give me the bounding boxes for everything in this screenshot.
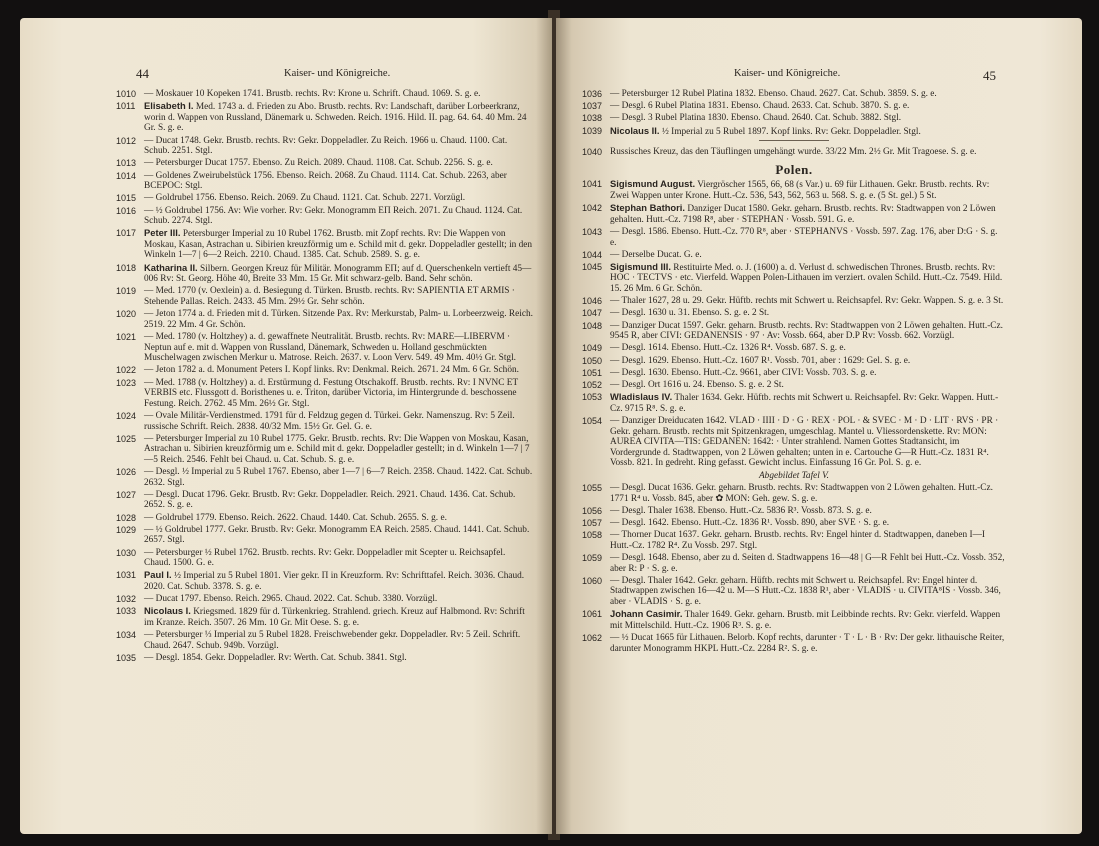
catalog-entry: [582, 416, 1006, 469]
entry-text: ½ Imperial zu 5 Rubel 1897. Kopf links. Rv: Gekr. Doppeladler. Stgl.: [661, 126, 921, 137]
ruler-name: Sigismund III.: [610, 260, 671, 272]
entry-text: — Thaler 1627, 28 u. 29. Gekr. Hüftb. rechts mit Schwert u. Reichsapfel. Rv: Gekr. Wappen. S. g. e. 3 St.: [610, 296, 1004, 307]
entry-number: 1024: [116, 410, 137, 421]
entry-text: Viergröscher 1565, 66, 68 (s Var.) u. 69 für Lithauen. Gekr. Brustb. rechts. Rv: Zwei Wappen unter Krone. Hutt.-Cz. 536, 543, 562, 563 u. 568. S. g. e. (5 St. gel.) 5 St.: [610, 180, 990, 201]
entry-text: — ½ Goldrubel 1777. Gekr. Brustb. Rv: Gekr. Monogramm ЕА Reich. 2585. Chaud. 1441. Cat. Schub. 2657. Stgl.: [144, 524, 530, 546]
entry-number: 1021: [116, 332, 137, 342]
entry-text: — Desgl. 1642. Ebenso. Hutt.-Cz. 1836 R¹. Vossb. 890, aber SVE · S. g. e.: [610, 518, 890, 529]
catalog-entry: [116, 228, 534, 261]
catalog-entry: [582, 356, 1006, 367]
entry-number: 1015: [116, 193, 137, 204]
catalog-entry: [582, 321, 1006, 342]
catalog-entry: [116, 653, 534, 664]
catalog-entry: [116, 594, 534, 605]
entry-number: 1040: [582, 147, 603, 158]
entry-number: 1055: [582, 483, 603, 494]
entry-number: 1047: [582, 308, 603, 319]
entry-number: 1020: [116, 309, 137, 320]
polen-entries: [582, 179, 1006, 654]
entry-text: ½ Imperial zu 5 Rubel 1801. Vier gekr. П in Kreuzform. Rv: Schrifttafel. Reich. 3036. Chaud. 2020. Cat. Schub. 3378. S. g. e.: [144, 571, 525, 592]
catalog-entry: [116, 513, 534, 524]
entry-text: Thaler 1649. Gekr. geharn. Brustb. mit Leibbinde rechts. Rv: Gekr. vierfeld. Wappen mit Mittelschild. Hutt.-Cz. 1906 R³. S. g. e.: [610, 610, 1001, 631]
entry-number: 1039: [582, 125, 603, 136]
entry-number: 1060: [582, 575, 603, 586]
entry-text: — Derselbe Ducat. G. e.: [610, 249, 702, 260]
entry-text: — Desgl. 1630. Ebenso. Hutt.-Cz. 9661, aber CIVI: Vossb. 703. S. g. e.: [610, 367, 877, 378]
entry-number: 1056: [582, 505, 603, 516]
catalog-entry: [116, 606, 534, 628]
page-number: 44: [136, 66, 149, 81]
catalog-entry: [582, 483, 1006, 504]
right-page: [556, 18, 1082, 834]
catalog-entry: [116, 158, 534, 169]
entry-number: 1058: [582, 530, 603, 541]
catalog-entry: [116, 101, 534, 134]
catalog-entry: [116, 263, 534, 285]
entry-text: — Petersburger Ducat 1757. Ebenso. Zu Reich. 2089. Chaud. 1108. Cat. Schub. 2256. S. g. e.: [144, 158, 493, 169]
entry-text: — Danziger Dreiducaten 1642. VLAD · IIII · D · G · REX · POL · & SVEC · M · D · LIT · RVS · PR · Gekr. geharn. Brustb. rechts mit Spitzenkragen, umgeschlag. Mantel u. Vliessordenskette. Rv: MON: AUREA CIVITA—TIS: GEDANEN: 1642: · Unter strahlend. Namen Gottes Stadtansicht, im Vordergrunde d. Stadtwappen, von 2 Löwen gehalten; unten in e. Cartouche G—R Hutt.-Cz. 1831 R⁴. Vossb. 821. In gedreht. Ring gefasst. Gewicht inclus. Einfassung 16 Gr. Pol. S. g. e.: [610, 415, 999, 469]
catalog-entry: [582, 343, 1006, 354]
ruler-name: Nicolaus II.: [610, 124, 660, 136]
entry-text: — Med. 1770 (v. Oexlein) a. d. Besiegung d. Türken. Brustb. rechts. Rv: SAPIENTIA ET ARMIS · Stehende Pallas. Reich. 2433. 45 Mm. 29½ Gr. Sehr schön.: [144, 286, 515, 308]
ruler-name: Katharina II.: [144, 261, 198, 273]
entry-text: Petersburger Imperial zu 10 Rubel 1762. Brustb. mit Zopf rechts. Rv: Die Wappen von Moskau, Kasan, Astrachan u. Sibirien kreuzförmig um e. Schild mit d. gekr. Doppeladler gestellt; in den Winkeln 1—7 | 6—2 Reich. 2210. Chaud. 1385. Cat. Schub. 2589. S. g. e.: [144, 229, 533, 261]
entry-number: 1038: [582, 113, 603, 124]
entry-text: — Danziger Ducat 1597. Gekr. geharn. Brustb. rechts. Rv: Stadtwappen von 2 Löwen gehalten. Hutt.-Cz. 9545 R, aber CIVI: GEDANENSIS · 97 · Av: Vossb. 664, aber D.P Rv: Vossb. 662. Vorzügl.: [610, 320, 1003, 342]
entry-number: 1019: [116, 286, 137, 297]
entry-text: — Desgl. 1629. Ebenso. Hutt.-Cz. 1607 R¹. Vossb. 701, aber : 1629: Gel. S. g. e.: [610, 355, 911, 366]
entry-text: Danziger Ducat 1580. Gekr. geharn. Brustb. rechts. Rv: Stadtwappen von 2 Löwen gehalten. Hutt.-Cz. 7198 R⁸, aber · STEPHAN · Vossb. 591. G. e.: [610, 204, 996, 225]
entry-number: 1022: [116, 365, 137, 376]
entry-number: 1035: [116, 652, 137, 663]
entry-number: 1049: [582, 343, 603, 354]
entry-number: 1033: [116, 606, 137, 617]
entry-number: 1048: [582, 320, 603, 331]
catalog-entry: [582, 101, 1006, 112]
entry-text: — Desgl. Thaler 1642. Gekr. geharn. Hüftb. rechts mit Schwert u. Reichsapfel. Rv: Engel hinter d. Stadtwappen zwischen 16—42 u. M—S Hutt.-Cz. 1838 R¹, aber · VLADIS · u. CIVITA⁸IS · Vossb. 346, aber · VLADIS · S. g. e.: [610, 575, 1001, 607]
entry-text: — Desgl. 6 Rubel Platina 1831. Ebenso. Chaud. 2633. Cat. Schub. 3870. S. g. e.: [610, 101, 910, 112]
entry-text: — Ovale Militär-Verdienstmed. 1791 für d. Feldzug gegen d. Türkei. Gekr. Namenszug. Rv: 5 Zeil. russische Schrift. Reich. 2838. 40/32 Mm. 15½ Gr. Gel. G. e.: [144, 410, 515, 432]
ruler-name: Nicolaus I.: [144, 605, 191, 617]
entry-text: — Desgl. 1648. Ebenso, aber zu d. Seiten d. Stadtwappens 16—48 | G—R Fehlt bei Hutt.-Cz. Vossb. 352, aber R: P · S. g. e.: [610, 553, 1005, 574]
entry-number: 1062: [582, 632, 603, 643]
entry-number: 1036: [582, 89, 603, 99]
ruler-name: Peter III.: [144, 227, 181, 239]
entry-number: 1046: [582, 296, 603, 307]
entry-text: — Desgl. 3 Rubel Platina 1830. Ebenso. Chaud. 2640. Cat. Schub. 3882. Stgl.: [610, 113, 902, 124]
catalog-entry: [582, 147, 1006, 158]
right-entries: [582, 89, 1006, 656]
left-entries: [116, 89, 534, 665]
entry-number: 1053: [582, 392, 603, 403]
catalog-entry: [582, 250, 1006, 261]
catalog-entry: [116, 378, 534, 410]
running-head: Kaiser- und Königreiche.: [284, 68, 391, 79]
entry-text: Restituirte Med. o. J. (1600) a. d. Verlust d. schwedischen Thrones. Brustb. rechts. Rv: HOC · TECTVS · etc. Vierfeld. Wappen Polen-Lithauen im verziert. ovalen Schild. Hutt.-Cz. 7549. Hild. 15. 26 Mm. 6 Gr. Schön.: [610, 262, 1003, 295]
catalog-entry: [582, 576, 1006, 608]
entry-number: 1050: [582, 355, 603, 366]
catalog-entry: [582, 380, 1006, 391]
catalog-entry: [116, 434, 534, 466]
catalog-entry: [582, 89, 1006, 100]
catalog-entry: [582, 179, 1006, 201]
entry-number: 1016: [116, 205, 137, 216]
entry-text: Silbern. Georgen Kreuz für Militär. Monogramm ЕП; auf d. Querschenkeln vertieft 45—006 Rv: St. Georg. Höhe 40, Breite 33 Mm. 15 Gr. Mit schwarz-gelb. Band. Sehr schön.: [144, 263, 532, 285]
entry-number: 1061: [582, 609, 603, 620]
entry-text: — ½ Goldrubel 1756. Av: Wie vorher. Rv: Gekr. Monogramm ЕП Reich. 2071. Zu Chaud. 1124. Cat. Schub. 2274. Stgl.: [144, 205, 523, 227]
left-page: [20, 18, 552, 834]
entry-number: 1034: [116, 630, 137, 641]
entry-text: — Desgl. 1854. Gekr. Doppeladler. Rv: Werth. Cat. Schub. 3841. Stgl.: [144, 652, 407, 663]
entry-text: — Jeton 1782 a. d. Monument Peters I. Kopf links. Rv: Denkmal. Reich. 2671. 24 Mm. 6 Gr. Schön.: [144, 365, 519, 376]
catalog-entry: [582, 308, 1006, 319]
catalog-entry: [116, 570, 534, 592]
entry-text: — Desgl. Ort 1616 u. 24. Ebenso. S. g. e. 2 St.: [610, 379, 784, 390]
entry-number: 1057: [582, 518, 603, 529]
ruler-name: Paul I.: [144, 569, 172, 581]
entry-number: 1043: [582, 226, 603, 237]
separator-rule: [759, 140, 829, 141]
entry-number: 1011: [116, 101, 136, 112]
page-number: 45: [983, 68, 996, 83]
catalog-entry: [116, 286, 534, 307]
entry-number: 1041: [582, 179, 603, 190]
entry-text: Med. 1743 a. d. Frieden zu Abo. Brustb. rechts. Rv: Landschaft, darüber Lorbeerkranz, worin d. Wappen von Russland, Dänemark u. Schweden. Reich. 1916. Hild. II. pag. 64. 64. 40 Mm. 24 Gr. S. g. e.: [144, 102, 527, 134]
entry-text: — Goldrubel 1779. Ebenso. Reich. 2622. Chaud. 1440. Cat. Schub. 2655. S. g. e.: [144, 512, 447, 523]
catalog-entry: [582, 609, 1006, 631]
entry-text: — Goldenes Zweirubelstück 1756. Ebenso. Reich. 2068. Zu Chaud. 1114. Cat. Schub. 2263, aber BCEPOC: Stgl.: [144, 170, 507, 192]
catalog-entry: [116, 548, 534, 569]
catalog-entry: [582, 203, 1006, 225]
entry-number: 1025: [116, 433, 137, 444]
catalog-entry: [116, 332, 534, 364]
entry-text: — Petersburger ⅓ Imperial zu 5 Rubel 1828. Freischwebender gekr. Doppeladler. Rv: 5 Zeil. Schrift. Chaud. 2647. Schub. 949b. Vorzügl.: [144, 630, 521, 651]
entry-text: — Petersburger Imperial zu 10 Rubel 1775. Gekr. Brustb. rechts. Rv: Die Wappen von Moskau, Kasan, Astrachan u. Sibirien kreuzförmig um e. Schild mit d. gekr. Doppeladler gestellt; in d. Winkeln 1—7 | 7—5 Reich. 2546. Fehlt bei Chaud. u. Cat. Schub. S. g. e.: [144, 433, 530, 465]
entry-text: — Desgl. Thaler 1638. Ebenso. Hutt.-Cz. 5836 R³. Vossb. 873. S. g. e.: [610, 505, 872, 516]
entry-text: — Petersburger 12 Rubel Platina 1832. Ebenso. Chaud. 2627. Cat. Schub. 3859. S. g. e.: [610, 89, 937, 99]
entry-text: — Ducat 1748. Gekr. Brustb. rechts. Rv: Gekr. Doppeladler. Zu Reich. 1966 u. Chaud. 1100. Cat. Schub. 2251. Stgl.: [144, 135, 508, 157]
catalog-entry: [582, 262, 1006, 295]
russia-continued-entries: [582, 89, 1006, 137]
entry-number: 1017: [116, 228, 137, 239]
entry-text: — Petersburger ½ Rubel 1762. Brustb. rechts. Rv: Gekr. Doppeladler mit Scepter u. Reichsapfel. Chaud. 1500. G. e.: [144, 547, 506, 569]
catalog-entry: [116, 490, 534, 511]
entry-number: 1028: [116, 512, 137, 523]
catalog-entry: [582, 113, 1006, 124]
entry-text: — Thorner Ducat 1637. Gekr. geharn. Brustb. rechts. Rv: Engel hinter d. Stadtwappen, daneben I—I Hutt.-Cz. 1782 R⁴. Zu Vossb. 297. Stgl.: [610, 530, 985, 551]
entry-number: 1029: [116, 524, 137, 535]
entry-number: 1010: [116, 89, 137, 99]
catalog-entry: [582, 518, 1006, 529]
entry-text: — Desgl. ½ Imperial zu 5 Rubel 1767. Ebenso, aber 1—7 | 6—7 Reich. 2358. Chaud. 1422. Cat. Schub. 2632. Stgl.: [144, 467, 533, 488]
catalog-entry: [116, 525, 534, 546]
entry-text: — Ducat 1797. Ebenso. Reich. 2965. Chaud. 2022. Cat. Schub. 3380. Vorzügl.: [144, 594, 438, 605]
catalog-entry: [582, 633, 1006, 654]
entry-text: — Moskauer 10 Kopeken 1741. Brustb. rechts. Rv: Krone u. Schrift. Chaud. 1069. S. g. e.: [144, 89, 481, 99]
entry-number: 1045: [582, 261, 603, 272]
catalog-entry: [582, 553, 1006, 574]
entry-number: 1027: [116, 489, 137, 500]
catalog-entry: [116, 206, 534, 227]
entry-text: Russisches Kreuz, das den Täuflingen umgehängt wurde. 33/22 Mm. 2½ Gr. Mit Tragoese. S. g. e.: [610, 147, 977, 158]
entry-number: 1026: [116, 467, 137, 478]
entry-number: 1059: [582, 553, 603, 564]
catalog-entry: [582, 296, 1006, 307]
entry-text: — Desgl. 1614. Ebenso. Hutt.-Cz. 1326 R⁴. Vossb. 687. S. g. e.: [610, 343, 846, 354]
ruler-name: Elisabeth I.: [144, 100, 194, 112]
catalog-entry: [116, 193, 534, 204]
catalog-entry: [582, 506, 1006, 517]
ruler-name: Wladislaus IV.: [610, 391, 673, 403]
catalog-entry: [116, 365, 534, 376]
entry-number: 1031: [116, 570, 137, 581]
entry-number: 1052: [582, 379, 603, 390]
catalog-entry: [582, 126, 1006, 138]
entry-text: Thaler 1634. Gekr. Hüftb. rechts mit Schwert u. Reichsapfel. Rv: Gekr. Wappen. Hutt.-Cz. 9715 R⁸. S. g. e.: [610, 393, 999, 414]
entry-text: — Goldrubel 1756. Ebenso. Reich. 2069. Zu Chaud. 1121. Cat. Schub. 2271. Vorzügl.: [144, 193, 466, 204]
ruler-name: Johann Casimir.: [610, 608, 683, 620]
entry-number: 1030: [116, 547, 137, 558]
catalog-entry: [582, 227, 1006, 248]
entry-number: 1037: [582, 101, 603, 112]
ruler-name: Stephan Bathori.: [610, 202, 686, 214]
entry-text: — Desgl. Ducat 1796. Gekr. Brustb. Rv: Gekr. Doppeladler. Reich. 2921. Chaud. 1436. Cat. Schub. 2652. S. g. e.: [144, 489, 516, 511]
entry-number: 1042: [582, 203, 603, 214]
catalog-entry: [116, 171, 534, 192]
entry-number: 1032: [116, 594, 137, 605]
entry-number: 1018: [116, 262, 137, 273]
catalog-entry: [116, 411, 534, 432]
catalog-entry: [116, 89, 534, 100]
entry-text: — Med. 1780 (v. Holtzhey) a. d. gewaffnete Neutralität. Brustb. rechts. Rv: MARE—LIBERVM · Neptun auf e. mit d. Wappen von Russland, Dänemark, Schweden u. Holland geschmückten Muschelwagen zwischen Merkur u. Matrose. Reich. 2637. v. Loon Verv. 549. 49 Mm. 40½ Gr. Stgl.: [144, 332, 516, 364]
entry-number: 1054: [582, 415, 603, 426]
catalog-entry: [116, 467, 534, 488]
catalog-entry: [582, 530, 1006, 551]
entry-number: 1012: [116, 135, 137, 146]
entry-text: — Desgl. 1630 u. 31. Ebenso. S. g. e. 2 St.: [610, 308, 770, 319]
entry-number: 1044: [582, 249, 603, 260]
entry-text: — ½ Ducat 1665 für Lithauen. Belorb. Kopf rechts, darunter · T · L · B · Rv: Der gekr. lithauische Reiter, darunter Monogramm HKPL Hutt.-Cz. 2284 R². S. g. e.: [610, 632, 1005, 654]
entry-number: 1051: [582, 367, 603, 378]
entry-number: 1023: [116, 377, 137, 388]
catalog-entry: [116, 630, 534, 651]
entry-text: — Med. 1788 (v. Holtzhey) a. d. Erstürmung d. Festung Otschakoff. Brustb. rechts. Rv: I NVNC ET VERBIS etc. Flussgott d. Boristhenes u. e. Triton, darüber Victoria, im Hintergrunde d. beschossene Festung. Reich. 2762. 45 Mm. 26½ Gr. Stgl.: [144, 377, 518, 409]
catalog-entry: [582, 392, 1006, 414]
entry-number: 1013: [116, 158, 137, 169]
entry-number: 1014: [116, 170, 137, 181]
section-title-polen: Polen.: [775, 161, 813, 177]
plate-reference: Abgebildet Tafel V.: [759, 470, 829, 481]
entry-text: Kriegsmed. 1829 für d. Türkenkrieg. Strahlend. griech. Kreuz auf Halbmond. Rv: Schrift im Kranze. Reich. 3507. 26 Mm. 10 Gr. Mit Oese. S. g. e.: [144, 607, 525, 628]
catalog-entry: [116, 309, 534, 330]
catalog-entry: [582, 368, 1006, 379]
catalog-entry: [116, 136, 534, 157]
running-head: Kaiser- und Königreiche.: [734, 68, 841, 79]
entry-text: — Desgl. Ducat 1636. Gekr. geharn. Brustb. rechts. Rv: Stadtwappen von 2 Löwen gehalten. Hutt.-Cz. 1771 R⁴ u. Vossb. 845, aber ✿ MON: Geh. gew. S. g. e.: [610, 483, 993, 504]
entry-text: — Jeton 1774 a. d. Frieden mit d. Türken. Sitzende Pax. Rv: Merkurstab, Palm- u. Lorbeerzweig. Reich. 2519. 22 Mm. 4 Gr. Schön.: [144, 309, 533, 330]
entry-text: — Desgl. 1586. Ebenso. Hutt.-Cz. 770 R⁸, aber · STEPHANVS · Vossb. 597. Zag. 176, aber D:G · S. g. e.: [610, 226, 998, 248]
ruler-name: Sigismund August.: [610, 178, 696, 190]
